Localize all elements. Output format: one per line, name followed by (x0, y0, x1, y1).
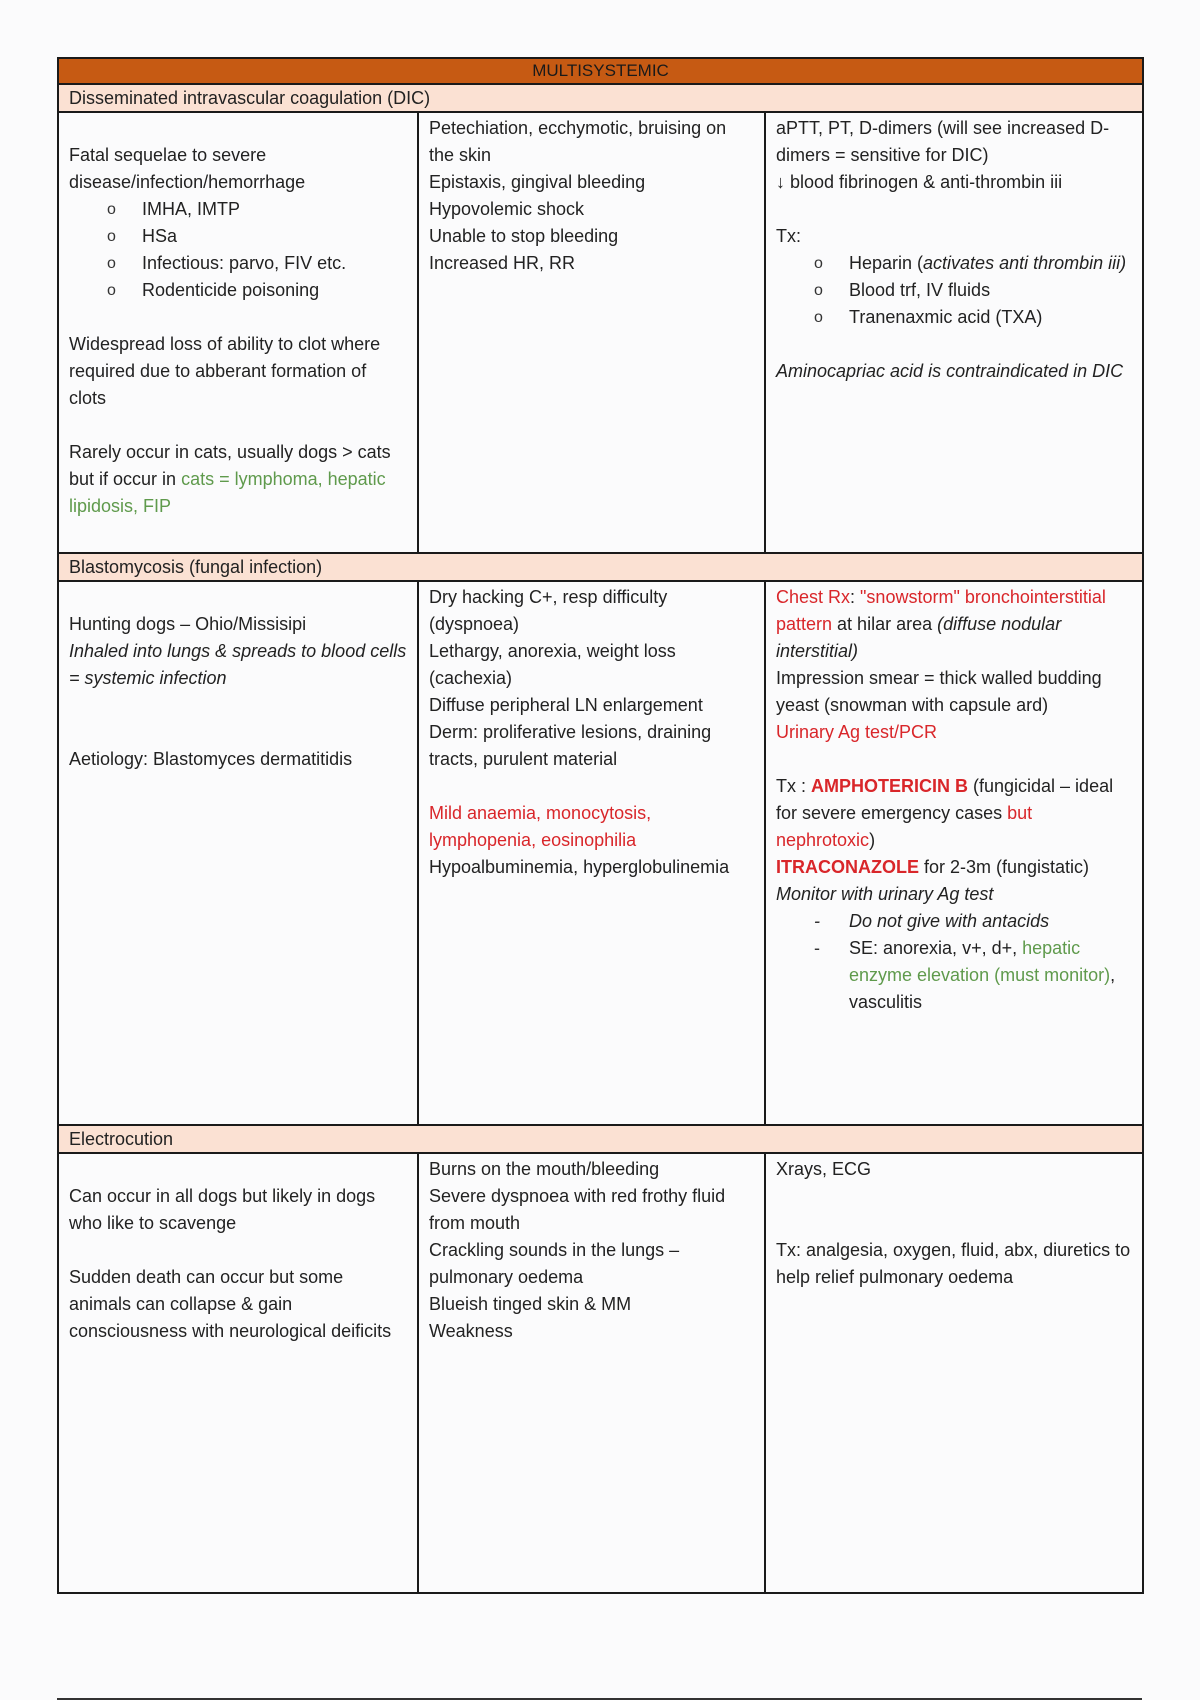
dic-causes-list (69, 196, 407, 304)
dic-tx-heparin: Heparin ( (849, 253, 924, 273)
blasto-chest-rx-sep: : (850, 587, 861, 607)
section-title-blastomycosis: Blastomycosis (fungal infection) (58, 553, 1143, 581)
list-item: o Rodenticide poisoning (69, 277, 407, 304)
blasto-description-cell (58, 581, 418, 1125)
blasto-tx-drug1-close: ) (869, 830, 876, 850)
list-item: o HSa (69, 223, 407, 250)
dic-dx-line2-text: blood fibrinogen & anti-thrombin iii (785, 172, 1063, 192)
blasto-biochem: Hypoalbuminemia, hyperglobulinemia (429, 857, 730, 877)
dic-sign: Hypovolemic shock (429, 199, 585, 219)
elec-p2: Sudden death can occur but some animals can collapse & gain consciousness with neurological deificits (69, 1267, 392, 1341)
dic-sign: Unable to stop bleeding (429, 226, 619, 246)
elec-signs-cell (418, 1153, 765, 1593)
blasto-chest-rx-detail: (diffuse nodular interstitial) (776, 614, 1062, 661)
section-title-dic: Disseminated intravascular coagulation (DIC) (58, 84, 1143, 112)
section-row-blastomycosis (58, 581, 1143, 1125)
blasto-tx-drug1-note: (fungicidal – ideal for severe emergency cases (776, 776, 1114, 823)
dic-sign: Epistaxis, gingival bleeding (429, 172, 646, 192)
section-header-electrocution (58, 1125, 1143, 1153)
elec-sign: Burns on the mouth/bleeding (429, 1159, 660, 1179)
list-item: o Infectious: parvo, FIV etc. (69, 250, 407, 277)
elec-sign: Blueish tinged skin & MM (429, 1294, 632, 1314)
blasto-chest-rx (776, 584, 1132, 665)
table-title-row (58, 58, 1143, 84)
blasto-tx-drug1-warning: but nephrotoxic (776, 803, 1033, 850)
dic-dx-line1: aPTT, PT, D-dimers (will see increased D-dimers = sensitive for DIC) (776, 118, 1110, 165)
dic-sign: Increased HR, RR (429, 253, 576, 273)
blasto-chest-rx-label: Chest Rx (776, 587, 851, 607)
list-item: o Tranenaxmic acid (TXA) (776, 304, 1132, 331)
notes-page (57, 57, 1142, 1594)
blasto-chest-rx-location: at hilar area (832, 614, 938, 634)
section-row-dic (58, 112, 1143, 553)
list-item (776, 250, 1132, 277)
blasto-se-end: , vasculitis (849, 965, 1116, 1012)
blasto-chest-rx-pattern: "snowstorm" bronchointerstitial pattern (776, 587, 1106, 634)
blasto-sign: Derm: proliferative lesions, draining tracts, purulent material (429, 722, 712, 769)
blasto-monitor-note: Monitor with urinary Ag test (776, 884, 994, 904)
dic-description-cell (58, 112, 418, 553)
down-arrow-icon: ↓ (776, 172, 785, 192)
section-header-dic (58, 84, 1143, 112)
list-item (776, 935, 1132, 1016)
elec-p1: Can occur in all dogs but likely in dogs who like to scavenge (69, 1186, 376, 1233)
dic-tx-label: Tx: (776, 226, 801, 246)
elec-description-cell (58, 1153, 418, 1593)
table-title: MULTISYSTEMIC (58, 58, 1143, 84)
elec-sign: Weakness (429, 1321, 513, 1341)
blasto-tx-amphotericin (776, 773, 1132, 854)
blasto-p3: Aetiology: Blastomyces dermatitidis (69, 749, 353, 769)
dic-dx-line2 (776, 169, 1132, 196)
blasto-sign: Lethargy, anorexia, weight loss (cachexia) (429, 641, 676, 688)
blasto-sign: Dry hacking C+, resp difficulty (dyspnoea) (429, 587, 668, 634)
blasto-tx-drug2: ITRACONAZOLE (776, 857, 919, 877)
section-row-electrocution (58, 1153, 1143, 1593)
blasto-p1: Hunting dogs – Ohio/Missisipi (69, 614, 307, 634)
blasto-diagnosis-cell (765, 581, 1143, 1125)
section-title-electrocution: Electrocution (58, 1125, 1143, 1153)
blasto-p2: Inhaled into lungs & spreads to blood cells = systemic infection (69, 641, 407, 688)
elec-sign: Severe dyspnoea with red frothy fluid from mouth (429, 1186, 726, 1233)
dic-p1: Fatal sequelae to severe disease/infection/hemorrhage (69, 145, 306, 192)
blasto-se-text: SE: anorexia, v+, d+, (849, 938, 1023, 958)
dic-tx-list (776, 250, 1132, 331)
dic-p3 (69, 439, 407, 520)
blasto-sign: Diffuse peripheral LN enlargement (429, 695, 703, 715)
blasto-tx-drug1: AMPHOTERICIN B (811, 776, 968, 796)
dic-p3-highlight: cats = lymphoma, hepatic lipidosis, FIP (69, 469, 386, 516)
blasto-tx-itraconazole (776, 854, 1132, 881)
blasto-haematology: Mild anaemia, monocytosis, lymphopenia, eosinophilia (429, 803, 652, 850)
elec-tx: Tx: analgesia, oxygen, fluid, abx, diuretics to help relief pulmonary oedema (776, 1240, 1131, 1287)
dic-sign: Petechiation, ecchymotic, bruising on the skin (429, 118, 727, 165)
elec-diagnosis-cell (765, 1153, 1143, 1593)
elec-sign: Crackling sounds in the lungs – pulmonary oedema (429, 1240, 680, 1287)
multisystemic-table (57, 57, 1144, 1594)
list-item: - Do not give with antacids (776, 908, 1132, 935)
dic-p2: Widespread loss of ability to clot where required due to abberant formation of clots (69, 334, 381, 408)
section-header-blastomycosis (58, 553, 1143, 581)
dic-signs-cell (418, 112, 765, 553)
list-item: o IMHA, IMTP (69, 196, 407, 223)
dic-contraindication-note: Aminocapriac acid is contraindicated in DIC (776, 361, 1124, 381)
blasto-urinary-test: Urinary Ag test/PCR (776, 722, 938, 742)
blasto-signs-cell (418, 581, 765, 1125)
elec-dx: Xrays, ECG (776, 1159, 872, 1179)
blasto-impression-smear: Impression smear = thick walled budding yeast (snowman with capsule ard) (776, 668, 1102, 715)
blasto-se-highlight: hepatic enzyme elevation (must monitor) (849, 938, 1111, 985)
blasto-drug-notes-list (776, 908, 1132, 1016)
list-item: o Blood trf, IV fluids (776, 277, 1132, 304)
blasto-tx-drug2-note: for 2-3m (fungistatic) (919, 857, 1090, 877)
dic-tx-heparin-note: activates anti thrombin iii) (923, 253, 1127, 273)
dic-p3-text: Rarely occur in cats, usually dogs > cats but if occur in (69, 442, 391, 489)
blasto-tx-label: Tx : (776, 776, 811, 796)
dic-diagnosis-cell (765, 112, 1143, 553)
